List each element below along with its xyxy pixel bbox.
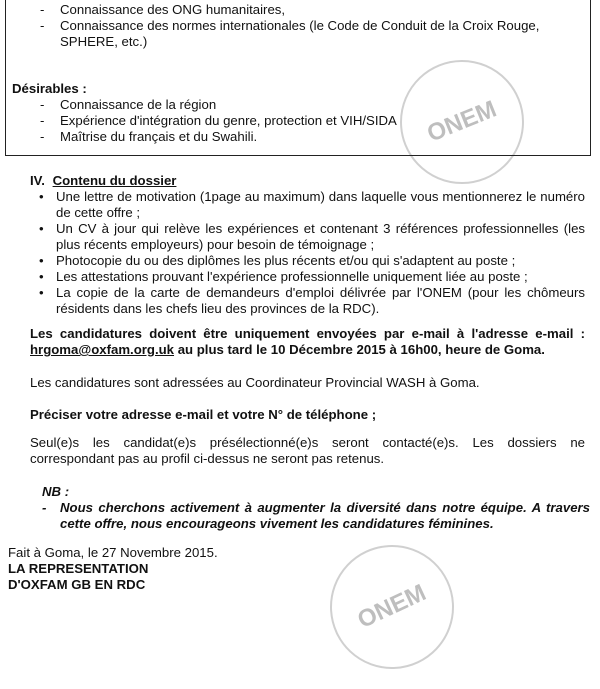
application-instructions: Les candidatures doivent être uniquement envoyées par e-mail à l'adresse e-mail : hrgoma@oxfam.org.uk au plus tard le 10 Décembre 2015 à 16h00, heure de Goma. xyxy=(30,326,585,357)
specify-contact: Préciser votre adresse e-mail et votre N° de téléphone ; xyxy=(30,407,377,422)
stamp-text: ONEM xyxy=(423,95,501,148)
list-item: - Connaissance de la région xyxy=(36,97,586,113)
dossier-list xyxy=(30,189,585,317)
section-heading xyxy=(30,173,176,189)
signature-line-2: D'OXFAM GB EN RDC xyxy=(8,577,146,592)
top-items-list xyxy=(36,2,586,50)
list-item: • Les attestations prouvant l'expérience professionnelle uniquement liée au poste ; xyxy=(30,269,585,285)
stamp-text: ONEM xyxy=(353,579,431,634)
list-item: - Connaissance des ONG humanitaires, xyxy=(36,2,586,18)
list-item: - Connaissance des normes internationales (le Code de Conduit de la Croix Rouge, SPHERE, etc.) xyxy=(36,18,586,50)
nb-text: - Nous cherchons activement à augmenter la diversité dans notre équipe. A travers cette offre, nous encourageons vivement les candidatures féminines. xyxy=(42,500,590,531)
list-item: - Maîtrise du français et du Swahili. xyxy=(36,129,586,145)
desirables-heading: Désirables : xyxy=(12,81,87,96)
nb-label: NB : xyxy=(42,484,70,499)
section-title: Contenu du dossier xyxy=(52,173,177,188)
desirables-list xyxy=(36,95,586,148)
addressed-note: Les candidatures sont adressées au Coordinateur Provincial WASH à Goma. xyxy=(30,375,480,390)
list-item: • Une lettre de motivation (1page au maximum) dans laquelle vous mentionnerez le numéro de cette offre ; xyxy=(30,189,585,221)
signature-line-1: LA REPRESENTATION xyxy=(8,561,149,576)
list-item: - Expérience d'intégration du genre, protection et VIH/SIDA xyxy=(36,113,586,129)
place-date: Fait à Goma, le 27 Novembre 2015. xyxy=(8,545,218,560)
list-item: • Photocopie du ou des diplômes les plus récents et/ou qui s'adaptent au poste ; xyxy=(30,253,585,269)
selection-note: Seul(e)s les candidat(e)s présélectionné(e)s seront contacté(e)s. Les dossiers ne correspondant pas au profil ci-dessus ne seront pas retenus. xyxy=(30,435,585,466)
list-item: • La copie de la carte de demandeurs d'emploi délivrée par l'ONEM (pour les chômeurs résidents dans les chefs lieu des provinces de la RDC). xyxy=(30,285,585,317)
onem-stamp-bottom xyxy=(310,525,475,689)
list-item: • Un CV à jour qui relève les expériences et contenant 3 références professionnelles (les plus récents employeurs) pour besoin de témoignage ; xyxy=(30,221,585,253)
email-link[interactable]: hrgoma@oxfam.org.uk xyxy=(30,342,175,357)
requirements-box xyxy=(5,0,591,156)
section-number: IV. xyxy=(30,173,45,188)
